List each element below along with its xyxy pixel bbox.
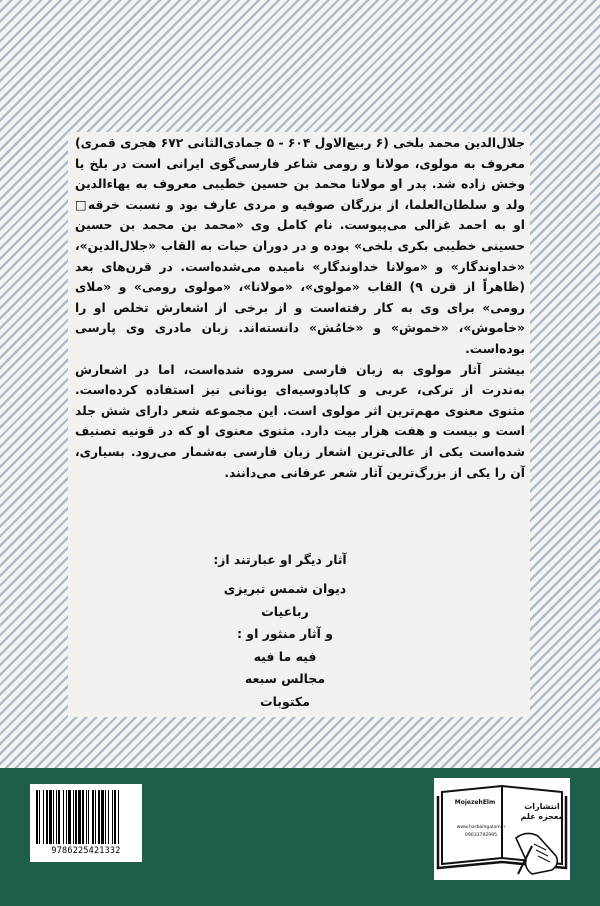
publisher-title-line2: معجزه علم bbox=[520, 812, 564, 821]
publisher-latin-name: MojezehElm bbox=[454, 799, 496, 806]
works-item: فیه ما فیه bbox=[253, 648, 317, 664]
works-list bbox=[95, 578, 475, 713]
works-item: رباعیات bbox=[261, 603, 309, 619]
bio-paragraph-1: جلال‌الدین محمد بلخی (۶ ربیع‌الاول ۶۰۴ - ۵ جمادی‌الثانی ۶۷۲ هجری قمری) معروف به مولوی، مولانا و رومی شاعر فارسی‌گوی ایرانی است در بلخ یا وخش زاده شد. پدر او مولانا محمد بن حسین خطیبی معروف به بهاءالدین ولد و سلطان‌العلما، از بزرگان صوفیه و مردی عارف بود و نسبت خرقه□ او به احمد غزالی می‌پیوست. نام کامل وی «محمد بن محمد بن حسین حسینی خطیبی بکری بلخی» بوده و در دوران حیات به القاب «جلال‌الدین»، «خداوندگار» و «مولانا خداوندگار» نامیده می‌شده‌است. در قرن‌های بعد (ظاهراً از قرن ۹) القاب «مولوی»، «مولانا»، «مولوی رومی» و «ملای رومی» برای وی به کار رفته‌است و از برخی از اشعارش تخلص او را «خاموش»، «خموش» و «خامُش» دانسته‌اند. زبان مادری وی پارسی بوده‌است. bbox=[75, 136, 526, 356]
bio-paragraph-2: بیشتر آثار مولوی به زبان فارسی سروده شده‌است، اما در اشعارش به‌ندرت از ترکی، عربی و کاپادوسیه‌ای یونانی نیز استفاده کرده‌است. مثنوی معنوی مهم‌ترین اثر مولوی است. این مجموعه شعر دارای شش جلد است و بیست و هفت هزار بیت دارد. مثنوی معنوی او که در قونیه تصنیف شده‌است یکی از عالی‌ترین اشعار زبان فارسی به‌شمار می‌رود. بسیاری، آن را یکی از بزرگ‌ترین آثار شعر عرفانی می‌دانند. bbox=[75, 362, 525, 480]
works-item: دیوان شمس تبریزی bbox=[223, 581, 347, 596]
author-biography bbox=[75, 133, 525, 483]
publisher-phone: 09033792995 bbox=[464, 833, 498, 838]
works-item: مجالس سبعه bbox=[244, 671, 326, 686]
isbn-barcode bbox=[30, 784, 142, 862]
publisher-website: www.harbalegalam.ir bbox=[456, 825, 506, 830]
publisher-title-line1: انتشارات bbox=[524, 802, 560, 811]
barcode-bars bbox=[34, 790, 138, 844]
publisher-logo bbox=[434, 778, 570, 880]
works-item: و آثار منثور او : bbox=[236, 626, 334, 641]
works-intro: آثار دیگر او عبارتند از: bbox=[213, 553, 347, 567]
isbn-number: 9786225421332 bbox=[51, 846, 121, 856]
works-item: مکتوبات bbox=[260, 693, 310, 709]
